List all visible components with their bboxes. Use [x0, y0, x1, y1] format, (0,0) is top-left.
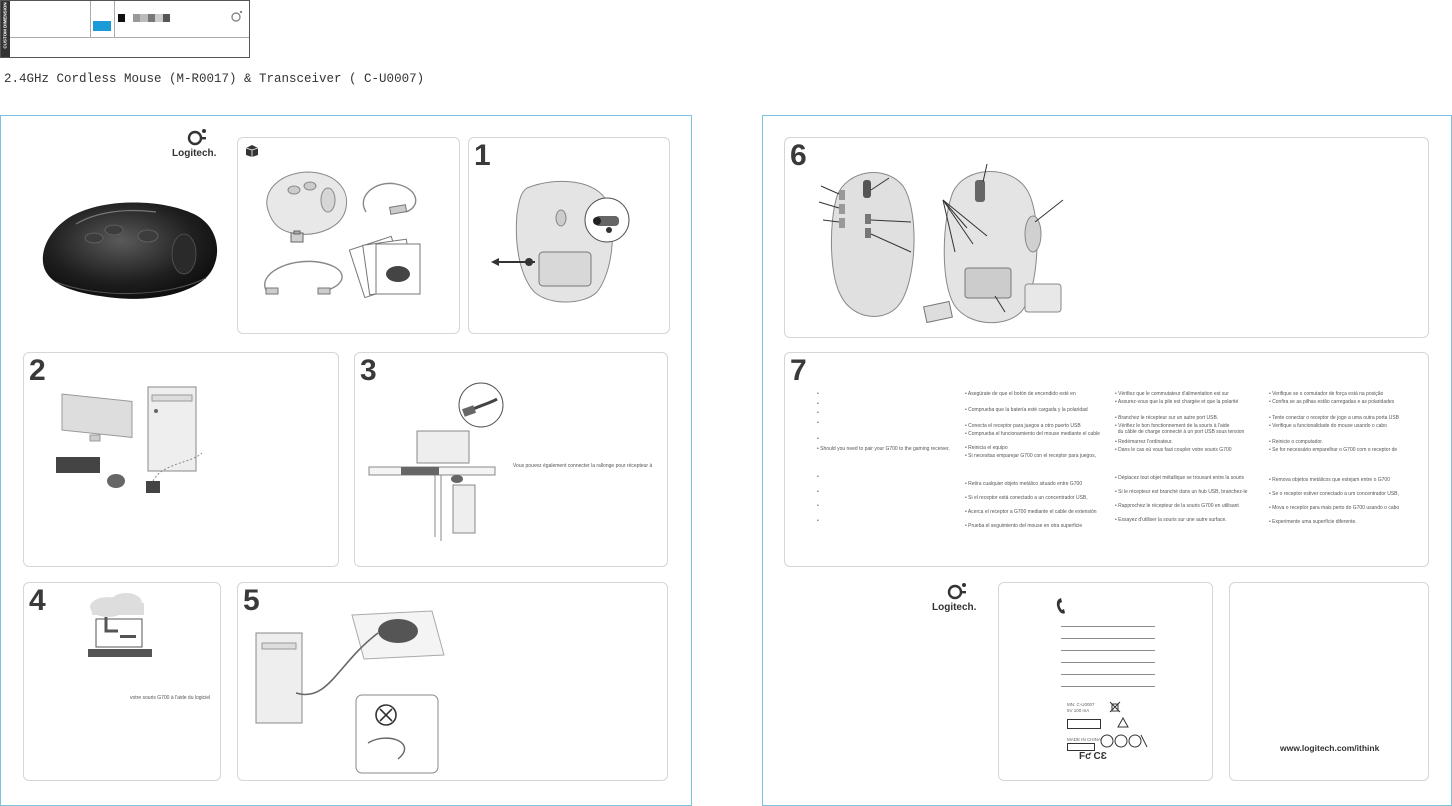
- logitech-g-icon: [946, 582, 970, 600]
- step-1-number: 1: [474, 139, 491, 172]
- column-pt: • Verifique se o comutador de força está na posição • Confira se as pilhas estão carregadas e as polaridades • Tente conectar o receptor de jogo a uma outra porta USB • Verifique a funcionalidade do mouse usando o cabo • Reinicie o computador. • Se for necessário emparelhar o G700 com o receptor de • Remova objetos metálicos que estejam entre o G700 • Se o receptor estiver conectado a um concentrador USB, • Mova o receptor para mais perto do G700 usando o cabo • Experimente uma superfície diferente.: [1269, 391, 1400, 525]
- step-7-panel: [784, 352, 1429, 567]
- logo-mark-icon: [230, 9, 244, 23]
- logitech-logo-left: [170, 128, 226, 162]
- desk-setup-image: [365, 377, 515, 557]
- column-es: • Asegúrate de que el botón de encendido esté en • Comprueba que la batería esté cargada y la polaridad • Conecta el receptor para juegos a otro puerto USB • Comprueba el funcionamiento del mouse mediante el cable • Reinicia el equipo • Si necesitas emparejar G700 con el receptor para juegos, • Retira cualquier objeto metálico situado entre G700 • Si el receptor está conectado a un concentrador USB, • Acerca el receptor a G700 mediante el cable de extensión • Prueba el seguimiento del mouse en otra superficie: [965, 391, 1100, 529]
- step-1-panel: [468, 137, 670, 334]
- phone-line-5: [1061, 674, 1155, 675]
- certification-marks-icon: [1099, 733, 1149, 749]
- column-fr: • Vérifiez que le commutateur d'alimentation est sur • Assurez-vous que la pile est chargée et que la polarité • Branchez le récepteur sur un autre port USB. • Vérifiez le bon fonctionnement de la souris à l'aide du câble de charge connecté à un port USB sous tension • Redémarrez l'ordinateur. • Dans le cas où vous faut coupler votre souris G700 • Déplacez tout objet métallique se trouvant entre la souris • Si le récepteur est branché dans un hub USB, branchez-le • Rapprochez le récepteur de la souris G700 en utilisant • Essayez d'utiliser la souris sur une autre surface.: [1115, 391, 1248, 523]
- box-icon: [244, 142, 260, 158]
- pair-instruction: • Should you need to pair your G700 to the gaming receiver,: [817, 445, 950, 452]
- documentation-image: [348, 234, 428, 298]
- weee-bin-icon: [1109, 701, 1121, 713]
- mouse-features-image: [815, 156, 1115, 334]
- charging-cable-image: [356, 176, 426, 220]
- step-4-number: 4: [29, 584, 46, 617]
- extension-cable-image: [258, 250, 350, 304]
- side-label-strip: [1, 1, 10, 57]
- receiver-image: [290, 230, 306, 244]
- step-6-panel: [784, 137, 1429, 338]
- download-software-icon: [84, 591, 156, 661]
- phone-line-2: [1061, 638, 1155, 639]
- step-4-panel: [23, 582, 221, 781]
- support-panel: [998, 582, 1213, 781]
- warning-triangle-icon: [1117, 717, 1129, 728]
- step-2-number: 2: [29, 354, 46, 387]
- phone-line-6: [1061, 686, 1155, 687]
- serial-box: [1067, 743, 1095, 751]
- url-panel: [1229, 582, 1429, 781]
- step-5-panel: [237, 582, 668, 781]
- rating-label: 5V 100 mA: [1067, 708, 1090, 713]
- side-label: CUSTOM DIMENSION: [2, 2, 8, 49]
- step-3-panel: [354, 352, 668, 567]
- gray-swatches: [118, 14, 170, 22]
- logitech-g-icon: [186, 128, 210, 146]
- box-contents-panel: [237, 137, 460, 334]
- mouse-contents-image: [258, 166, 354, 238]
- step-2-panel: [23, 352, 339, 567]
- brand-name-right: Logitech.: [932, 602, 977, 613]
- phone-line-3: [1061, 650, 1155, 651]
- pc-setup-image: [52, 383, 222, 503]
- step-7-number: 7: [790, 354, 807, 387]
- model-label: MN: C-U0007: [1067, 702, 1095, 707]
- phone-line-4: [1061, 662, 1155, 663]
- mouse-hero-image: [36, 194, 222, 306]
- step-6-number: 6: [790, 139, 807, 172]
- fcc-ce-marks: Fƈ CƐ: [1079, 751, 1107, 762]
- phone-icon: [1055, 597, 1069, 615]
- step-3-number: 3: [360, 354, 377, 387]
- logitech-logo-right: [930, 582, 986, 616]
- made-in-label: MADE IN CHINA: [1067, 737, 1102, 742]
- title-block: [0, 0, 250, 58]
- product-line-heading: 2.4GHz Cordless Mouse (M-R0017) & Transceiver ( C-U0007): [4, 72, 425, 86]
- swatch-column: [90, 1, 115, 37]
- brand-name-left: Logitech.: [172, 148, 217, 159]
- step-3-note: Vous pouvez également connecter la rallonge pour récepteur à: [513, 463, 653, 469]
- color-swatch: [93, 21, 111, 31]
- support-url[interactable]: www.logitech.com/ithink: [1280, 743, 1380, 753]
- phone-line-1: [1061, 626, 1155, 627]
- label-box: [1067, 719, 1101, 729]
- wired-charging-image: [248, 603, 448, 775]
- step-4-note: votre souris G700 à l'aide du logiciel: [130, 695, 211, 701]
- mouse-underside-image: [487, 176, 663, 306]
- step-5-number: 5: [243, 584, 260, 617]
- left-bullet-list: • • • • • • Should you need to pair your G700 to the gaming receiver, • • • •: [817, 391, 950, 524]
